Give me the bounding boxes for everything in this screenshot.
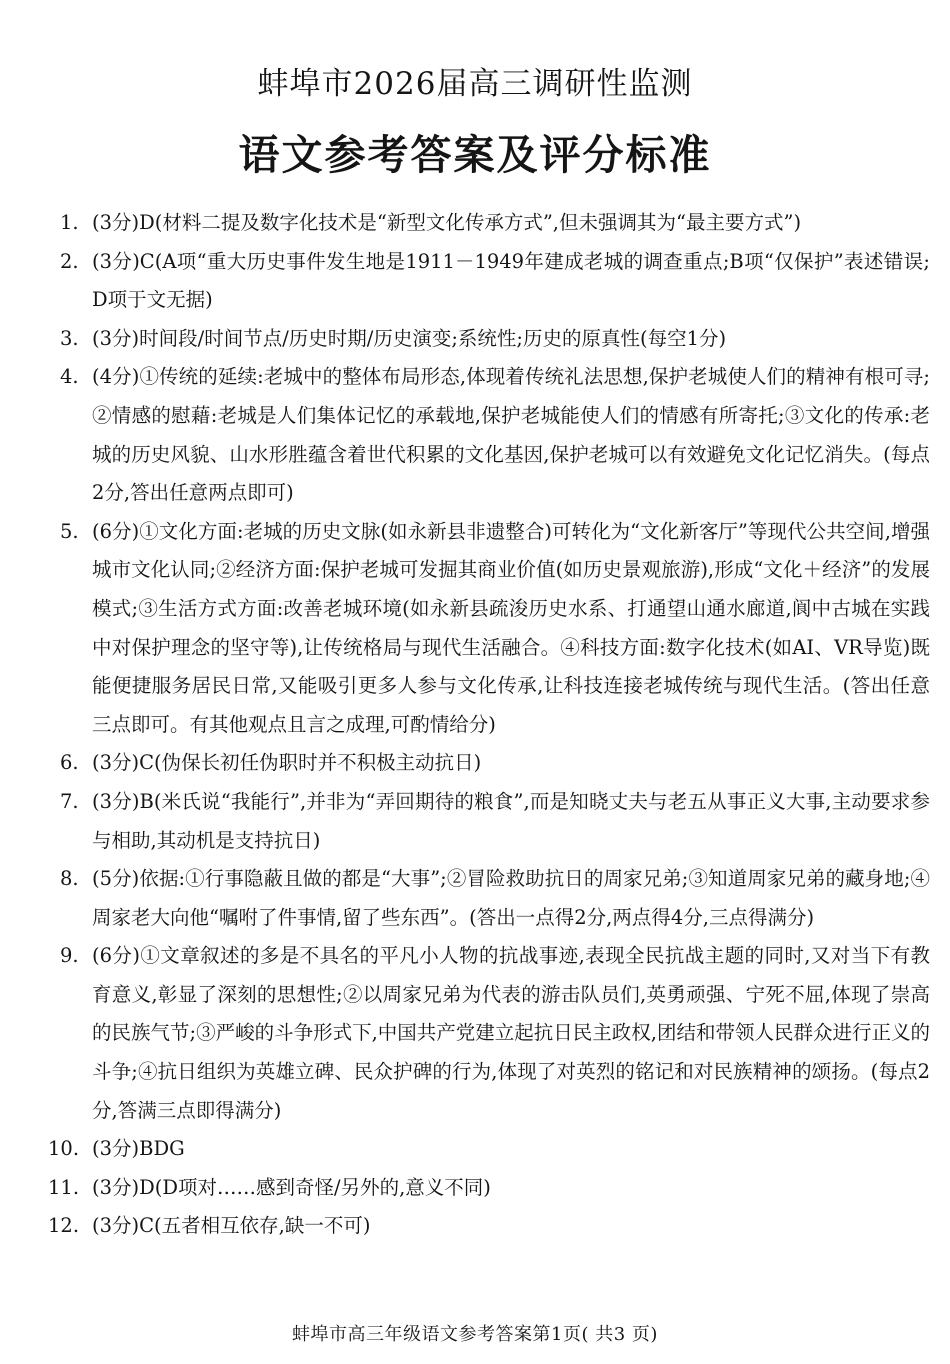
answer-text: (3分)C(A项“重大历史事件发生地是1911－1949年建成老城的调查重点;B项“仅保护”表述错误;D项于文无据) — [92, 249, 930, 312]
answer-text: (3分)C(五者相互依存,缺一不可) — [92, 1214, 371, 1238]
answer-text: (3分)BDG — [92, 1137, 185, 1161]
answer-item-3 — [60, 320, 930, 359]
answer-item-9 — [60, 937, 930, 1130]
answer-text: (3分)B(米氏说“我能行”,并非为“弄回期待的粮食”,而是知晓丈夫与老五从事正义大事,主动要求参与相助,其动机是支持抗日) — [92, 789, 930, 852]
answer-text: (3分)C(伪保长初任伪职时并不积极主动抗日) — [92, 751, 482, 775]
exam-title: 蚌埠市2026届高三调研性监测 — [257, 66, 693, 102]
answer-number: 3. — [60, 326, 79, 350]
document-title: 语文参考答案及评分标准 — [238, 131, 712, 179]
answer-text: (5分)依据:①行事隐蔽且做的都是“大事”;②冒险救助抗日的周家兄弟;③知道周家兄弟的藏身地;④周家老大向他“嘱咐了件事情,留了些东西”。(答出一点得2分,两点得4分,三点得满分) — [92, 867, 930, 929]
answer-number: 1. — [60, 211, 79, 234]
answer-text: (3分)D(材料二提及数字化技术是“新型文化传承方式”,但未强调其为“最主要方式”) — [92, 211, 802, 234]
answer-number: 9. — [60, 944, 79, 968]
answer-number: 5. — [60, 519, 79, 543]
answer-text: (3分)时间段/时间节点/历史时期/历史演变;系统性;历史的原真性(每空1分) — [92, 326, 727, 350]
answer-text: (6分)①文章叙述的多是不具名的平凡小人物的抗战事迹,表现全民抗战主题的同时,又对当下有教育意义,彰显了深刻的思想性;②以周家兄弟为代表的游击队员们,英勇顽强、宁死不屈,体现了崇高的民族气节;③严峻的斗争形式下,中国共产党建立起抗日民主政权,团结和带领人民群众进行正义的斗争;④抗日组织为英雄立碑、民众护碑的行为,体现了对英烈的铭记和对民族精神的颂扬。(每点2分,答满三点即得满分) — [92, 944, 930, 1122]
answer-item-10 — [48, 1130, 930, 1169]
answer-text: (4分)①传统的延续:老城中的整体布局形态,体现着传统礼法思想,保护老城使人们的精神有根可寻;②情感的慰藉:老城是人们集体记忆的承载地,保护老城能使人们的情感有所寄托;③文化的传承:老城的历史风貌、山水形胜蕴含着世代积累的文化基因,保护老城可以有效避免文化记忆消失。(每点2分,答出任意两点即可) — [92, 365, 930, 505]
answer-number: 4. — [60, 365, 79, 389]
answer-item-7 — [60, 783, 930, 860]
answer-item-6 — [60, 744, 930, 783]
answer-number: 8. — [60, 867, 79, 891]
page-footer: 蚌埠市高三年级语文参考答案第1页( 共3 页) — [292, 1324, 658, 1345]
answer-item-2 — [60, 243, 930, 320]
answer-item-4 — [60, 358, 930, 512]
answer-item-8 — [60, 860, 930, 937]
answer-text: (3分)D(D项对……感到奇怪/另外的,意义不同) — [92, 1175, 491, 1199]
answer-number: 6. — [60, 751, 79, 775]
answer-number: 7. — [60, 789, 79, 813]
answer-number: 11. — [48, 1175, 80, 1199]
answer-item-5 — [60, 513, 930, 745]
answer-list — [48, 204, 930, 1246]
answer-number: 10. — [48, 1137, 80, 1161]
answer-text: (6分)①文化方面:老城的历史文脉(如永新县非遗整合)可转化为“文化新客厅”等现代公共空间,增强城市文化认同;②经济方面:保护老城可发掘其商业价值(如历史景观旅游),形成“文化＋经济”的发展模式;③生活方式方面:改善老城环境(如永新县疏浚历史水系、打通望山通水廊道,阆中古城在实践中对保护理念的坚守等),让传统格局与现代生活融合。④科技方面:数字化技术(如AI、VR导览)既能便捷服务居民日常,又能吸引更多人参与文化传承,让科技连接老城传统与现代生活。(答出任意三点即可。有其他观点且言之成理,可酌情给分) — [92, 519, 930, 736]
answer-item-12 — [48, 1207, 930, 1246]
answer-item-1 — [60, 204, 930, 243]
answer-number: 12. — [48, 1214, 80, 1238]
answer-number: 2. — [60, 249, 79, 273]
answer-item-11 — [48, 1169, 930, 1208]
